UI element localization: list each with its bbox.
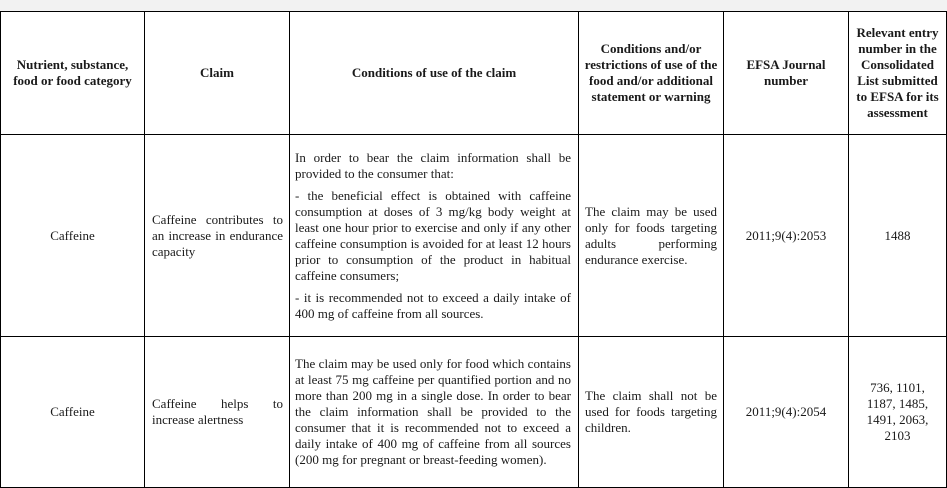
header-entry: Relevant entry number in the Consolidated List submitted to EFSA for its assessment bbox=[849, 12, 947, 135]
cell-efsa-number: 2011;9(4):2053 bbox=[724, 135, 849, 337]
cell-efsa-number: 2011;9(4):2054 bbox=[724, 337, 849, 488]
conditions-paragraph: The claim may be used only for food which contains at least 75 mg caffeine per quantified portion and no more than 200 mg in a single dose. In order to bear the claim information shall be provided to the consumer that it is recommended not to exceed a daily intake of 400 mg of caffeine from all sources (200 mg for pregnant or breast-feeding women). bbox=[295, 356, 571, 467]
cell-claim: Caffeine helps to increase alertness bbox=[145, 337, 290, 488]
cell-conditions bbox=[290, 337, 579, 488]
header-row bbox=[1, 12, 947, 135]
cell-nutrient: Caffeine bbox=[1, 337, 145, 488]
header-conditions: Conditions of use of the claim bbox=[290, 12, 579, 135]
conditions-paragraph: - it is recommended not to exceed a daily intake of 400 mg of caffeine from all sources. bbox=[295, 289, 571, 321]
cell-restrictions: The claim shall not be used for foods targeting children. bbox=[579, 337, 724, 488]
health-claims-table bbox=[0, 11, 947, 488]
header-restrictions: Conditions and/or restrictions of use of the food and/or additional statement or warning bbox=[579, 12, 724, 135]
cell-entry-number: 1488 bbox=[849, 135, 947, 337]
header-nutrient: Nutrient, substance, food or food category bbox=[1, 12, 145, 135]
table-row bbox=[1, 337, 947, 488]
cell-nutrient: Caffeine bbox=[1, 135, 145, 337]
conditions-paragraph: In order to bear the claim information shall be provided to the consumer that: bbox=[295, 149, 571, 181]
cell-conditions bbox=[290, 135, 579, 337]
header-claim: Claim bbox=[145, 12, 290, 135]
header-efsa: EFSA Journal number bbox=[724, 12, 849, 135]
cell-claim: Caffeine contributes to an increase in endurance capacity bbox=[145, 135, 290, 337]
table-row bbox=[1, 135, 947, 337]
cell-restrictions: The claim may be used only for foods targeting adults performing endurance exercise. bbox=[579, 135, 724, 337]
cell-entry-number: 736, 1101, 1187, 1485, 1491, 2063, 2103 bbox=[849, 337, 947, 488]
conditions-paragraph: - the beneficial effect is obtained with caffeine consumption at doses of 3 mg/kg body weight at least one hour prior to exercise and only if any other caffeine consumption is avoided for at least 12 hours prior to consumption of the product in habitual caffeine consumers; bbox=[295, 187, 571, 283]
